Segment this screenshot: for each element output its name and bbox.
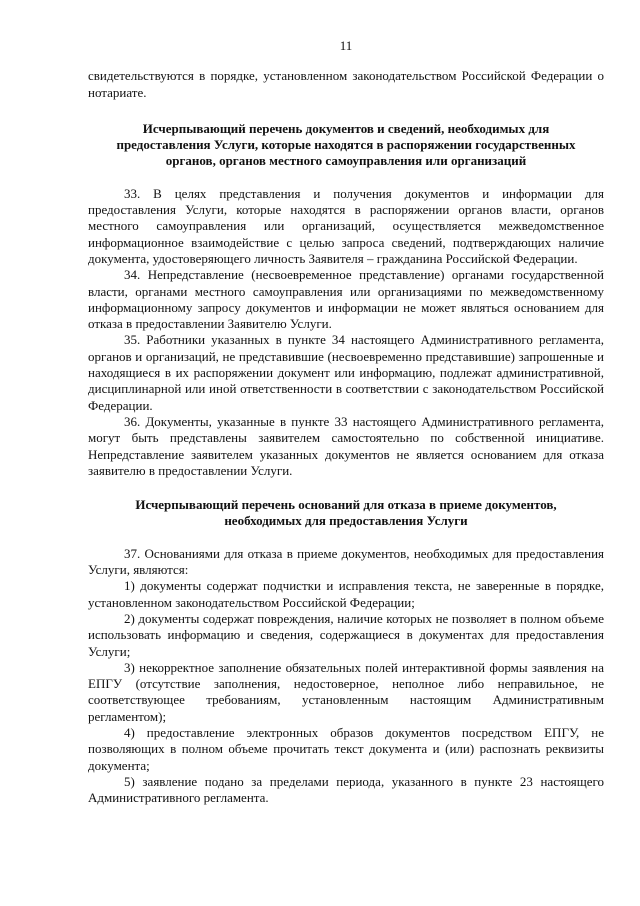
section-heading-refusal-grounds: Исчерпывающий перечень оснований для отказа в приеме документов, необходимых для предоставления Услуги: [135, 497, 557, 529]
intro-paragraph: свидетельствуются в порядке, установленном законодательством Российской Федерации о нотариате.: [88, 68, 604, 100]
page-number: 11: [339, 38, 353, 53]
list-item-2: 2) документы содержат повреждения, наличие которых не позволяет в полном объеме использовать информацию и сведения, содержащиеся в документах для предоставления Услуги;: [88, 610, 604, 659]
list-item-4: 4) предоставление электронных образов документов посредством ЕПГУ, не позволяющих в полном объеме прочитать текст документа и (или) распознать реквизиты документа;: [88, 724, 604, 773]
paragraph-36: 36. Документы, указанные в пункте 33 настоящего Административного регламента, могут быть представлены заявителем самостоятельно по собственной инициативе. Непредставление заявителем указанных документов не является основанием для отказа заявителю в предоставлении Услуги.: [88, 413, 604, 478]
paragraph-35: 35. Работники указанных в пункте 34 настоящего Административного регламента, органов и организаций, не представившие (несвоевременно представившие) запрошенные и находящиеся в их распоряжении документ или информацию, подлежат административной, дисциплинарной или иной ответственности в соответствии с законодательством Российской Федерации.: [88, 332, 604, 413]
list-item-5: 5) заявление подано за пределами периода, указанного в пункте 23 настоящего Административного регламента.: [88, 773, 604, 806]
list-item-3: 3) некорректное заполнение обязательных полей интерактивной формы заявления на ЕПГУ (отсутствие заполнения, недостоверное, неполное либо неправильное, не соответствующее требованиям, установленным настоящим Административным регламентом);: [88, 659, 604, 724]
paragraph-33: 33. В целях представления и получения документов и информации для предоставления Услуги, которые находятся в распоряжении органов власти, органов местного самоуправления или организаций, осуществляется межведомственное информационное взаимодействие с целью запроса сведений, подтверждающих наличие документа, удостоверяющего личность Заявителя – гражданина Российской Федерации.: [88, 185, 604, 266]
list-item-1: 1) документы содержат подчистки и исправления текста, не заверенные в порядке, установленном законодательством Российской Федерации;: [88, 578, 604, 610]
paragraph-34: 34. Непредставление (несвоевременное представление) органами государственной власти, органами местного самоуправления или организациями по межведомственному информационному запросу документов и информации не может являться основанием для отказа в предоставлении Заявителю Услуги.: [88, 267, 604, 332]
paragraph-37: 37. Основаниями для отказа в приеме документов, необходимых для предоставления Услуги, являются:: [88, 545, 604, 578]
section-heading-documents: Исчерпывающий перечень документов и сведений, необходимых для предоставления Услуги, которые находятся в распоряжении государственных органов, органов местного самоуправления или организаций: [116, 120, 576, 169]
